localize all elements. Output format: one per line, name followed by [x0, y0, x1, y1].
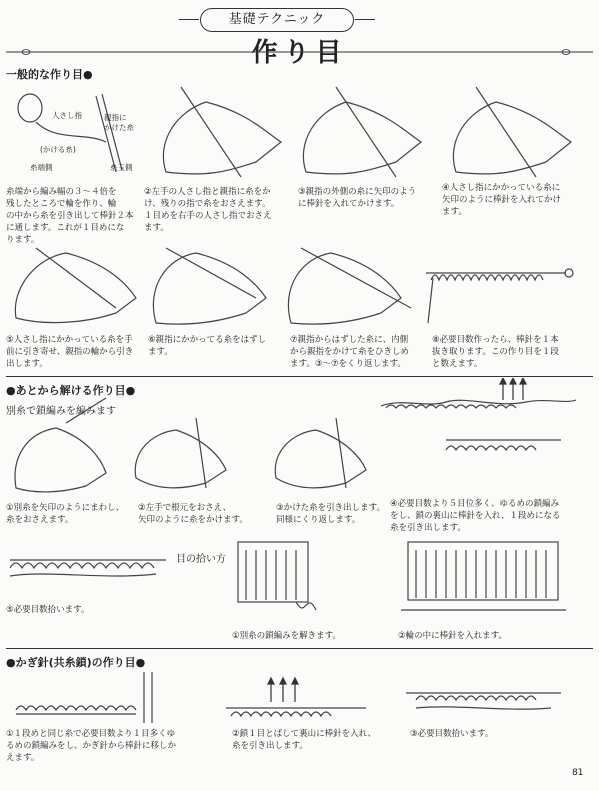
section-title-general-cast-on: 一般的な作り目● — [6, 68, 93, 81]
caption-general-3: ③親指の外側の糸に矢印のよう に棒針を入れてかけます。 — [298, 187, 417, 209]
caption-general-2: ②左手の人さし指と親指に糸をか け、残りの指で糸をおさえます。 １目めを右手の人さし指でおさえ ます。 — [144, 187, 272, 233]
section-title-provisional-cast-on: ●あとから解ける作り目● — [6, 384, 136, 397]
figure-row-general-2 — [6, 228, 596, 328]
section-subtitle-crochet-chain: 別糸で鎖編みを編みます — [6, 406, 116, 417]
caption-general-6: ⑥親指にかかってる糸をはずし ます。 — [148, 335, 267, 357]
caption-crochet-2: ②鎖１目とばして裏山に棒針を入れ、 糸を引き出します。 — [232, 729, 377, 751]
caption-provisional-1: ①別糸を矢印のようにまわし、 糸をおさえます。 — [6, 503, 125, 525]
caption-general-4: ④人さし指にかかっている糸に 矢印のように棒針を入れてかけ ます。 — [442, 183, 562, 217]
caption-provisional-4: ④必要目数より５目位多く、ゆるめの鎖編み をし、鎖の裏山に棒針を入れ、１段めになる 糸を引き出します。 — [390, 499, 561, 533]
label-ball-side: 糸玉側 — [110, 163, 133, 172]
category-tag: 基礎テクニック — [200, 8, 354, 32]
caption-crochet-1: ①１段めと同じ糸で必要目数より１目多くゆ るめの鎖編みをし、かぎ針から棒針に移しか えます。 — [6, 729, 177, 763]
section-divider — [6, 648, 593, 649]
label-on-thumb: 親指に — [104, 113, 127, 122]
page-title: 作り目 — [251, 38, 348, 68]
caption-crochet-3: ③必要目数拾います。 — [410, 729, 494, 739]
caption-provisional-7: ②輪の中に棒針を入れます。 — [398, 631, 507, 641]
caption-provisional-6: ①別糸の鎖編みを解きます。 — [232, 631, 341, 641]
figure-row-general-1 — [6, 82, 596, 182]
label-index-finger: 人さし指 — [52, 111, 82, 120]
label-hooked-yarn: かけた糸 — [104, 123, 134, 132]
label-pickup-method: 目の拾い方 — [176, 554, 226, 565]
figure-row-provisional-2 — [6, 540, 596, 630]
caption-general-5: ⑤人さし指にかかっている糸を手 前に引き寄せ、親指の輪から引き 出します。 — [6, 335, 134, 369]
caption-general-7: ⑦親指からはずした糸に、内側 から親指をかけて糸をひきしめ ます。③～⑦をくり返します。 — [290, 335, 410, 369]
label-yarn-to-hook: (かける糸) — [40, 145, 76, 154]
section-divider — [6, 376, 593, 377]
caption-general-8: ⑧必要目数作ったら、棒針を１本 抜き取ります。この作り目を１段 と数えます。 — [432, 335, 559, 369]
caption-general-1: 糸端から編み幅の３～４倍を 残したところで輪を作り、輪 の中から糸を引き出して棒針２本 に通します。これが１目めにな ります。 — [6, 187, 134, 245]
caption-provisional-3: ③かけた糸を引き出します。 同様にくり返します。 — [276, 503, 385, 525]
caption-provisional-2: ②左手で根元をおさえ、 矢印のように糸をかけます。 — [138, 503, 248, 525]
label-tail-side: 糸端側 — [30, 163, 53, 172]
figure-row-provisional-1 — [6, 378, 596, 500]
page-number: 81 — [572, 768, 584, 778]
figure-row-crochet — [6, 668, 596, 726]
decorative-chain-rule — [6, 46, 593, 58]
section-title-crochet-cast-on: ●かぎ針(共糸鎖)の作り目● — [6, 656, 146, 669]
caption-provisional-5: ⑤必要目数拾います。 — [6, 605, 90, 615]
